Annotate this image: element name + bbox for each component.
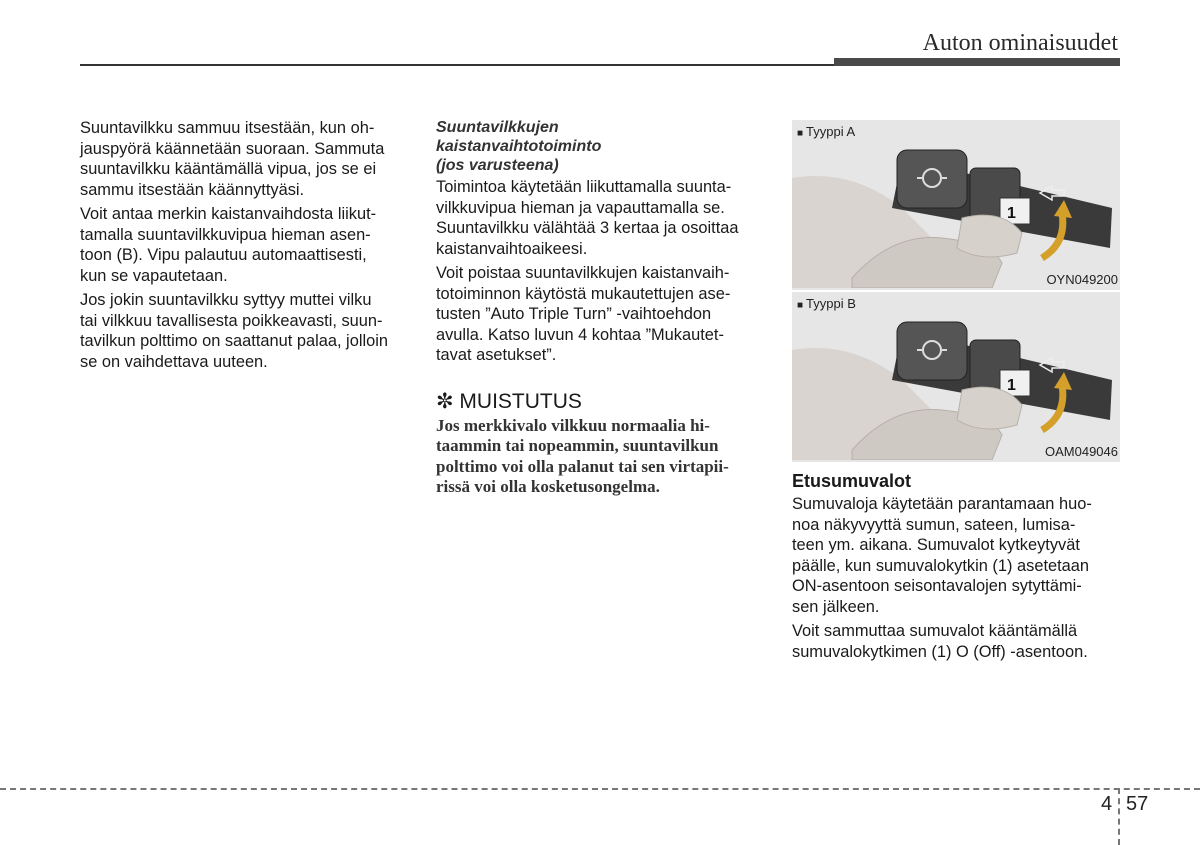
page-number-divider (1118, 788, 1120, 845)
figure-code: OYN049200 (1046, 272, 1118, 287)
figure-type-a (792, 120, 1120, 290)
column-right (792, 470, 1122, 666)
paragraph: Toimintoa käytetään liikuttamalla suunta- vilkkuvipua hieman ja vapauttamalla se. Suuntavilkku välähtää 3 kertaa ja osoittaa kaistanvaihtoaikeesi. (436, 178, 739, 258)
note-body: Jos merkkivalo vilkkuu normaalia hi- taammin tai nopeammin, suuntavilkun polttimo voi olla palanut tai sen virtapii- rissä voi olla kosketusongelma. (436, 415, 729, 496)
figure-code: OAM049046 (1045, 444, 1118, 459)
footer-rule (0, 788, 1200, 790)
figure-type-b (792, 292, 1120, 462)
paragraph: Suuntavilkku sammuu itsestään, kun oh- jauspyörä käännetään suoraan. Sammuta suuntavilkku kääntämällä vipua, jos se ei sammu itsestään käännyttyäsi. (80, 119, 385, 199)
chapter-number: 4 (1101, 793, 1113, 815)
note-heading: ✼ MUISTUTUS (436, 389, 582, 413)
page-number: 57 (1126, 793, 1149, 815)
header-accent-bar (834, 58, 1120, 66)
column-middle (436, 118, 766, 498)
callout-number: 1 (1007, 377, 1016, 394)
header-rule (80, 64, 840, 66)
figure-label (797, 296, 856, 311)
paragraph: Voit poistaa suuntavilkkujen kaistanvaih- totoiminnon käytöstä mukautettujen ase- tusten ”Auto Triple Turn” -vaihtoehdon avulla. Katso luvun 4 kohtaa ”Mukautet- tavat asetukset”. (436, 264, 731, 364)
subsection-heading: Suuntavilkkujen kaistanvaihtotoiminto (jos varusteena) (436, 119, 602, 174)
fog-light-switch-illustration (792, 310, 1120, 460)
figure-label-text: Tyyppi B (806, 296, 856, 311)
paragraph: Jos jokin suuntavilkku syttyy muttei vilku tai vilkkuu tavallisesta poikkeavasti, suun- tavilkun polttimo on saattanut palaa, jolloin se on vaihdettava uuteen. (80, 291, 388, 371)
column-left (80, 118, 410, 376)
page-header-title: Auton ominaisuudet (922, 30, 1118, 56)
figure-label-text: Tyyppi A (806, 124, 856, 139)
paragraph: Sumuvaloja käytetään parantamaan huo- noa näkyvyyttä sumun, sateen, lumisa- teen ym. aikana. Sumuvalot kytkeytyvät päälle, kun sumuvalokytkin (1) asetetaan ON-asentoon seisontavalojen sytyttämi- sen jälkeen. (792, 495, 1092, 616)
figure-label (797, 124, 855, 139)
section-heading: Etusumuvalot (792, 471, 912, 491)
fog-light-switch-illustration (792, 138, 1120, 288)
paragraph: Voit antaa merkin kaistanvaihdosta liikut- tamalla suuntavilkkuvipua hieman asen- toon (B). Vipu palautuu automaattisesti, kun se vapautetaan. (80, 205, 377, 285)
bullet-square-icon: ■ (797, 300, 804, 311)
callout-number: 1 (1007, 205, 1016, 222)
paragraph: Voit sammuttaa sumuvalot kääntämällä sumuvalokytkimen (1) O (Off) -asentoon. (792, 622, 1088, 661)
bullet-square-icon: ■ (797, 128, 804, 139)
